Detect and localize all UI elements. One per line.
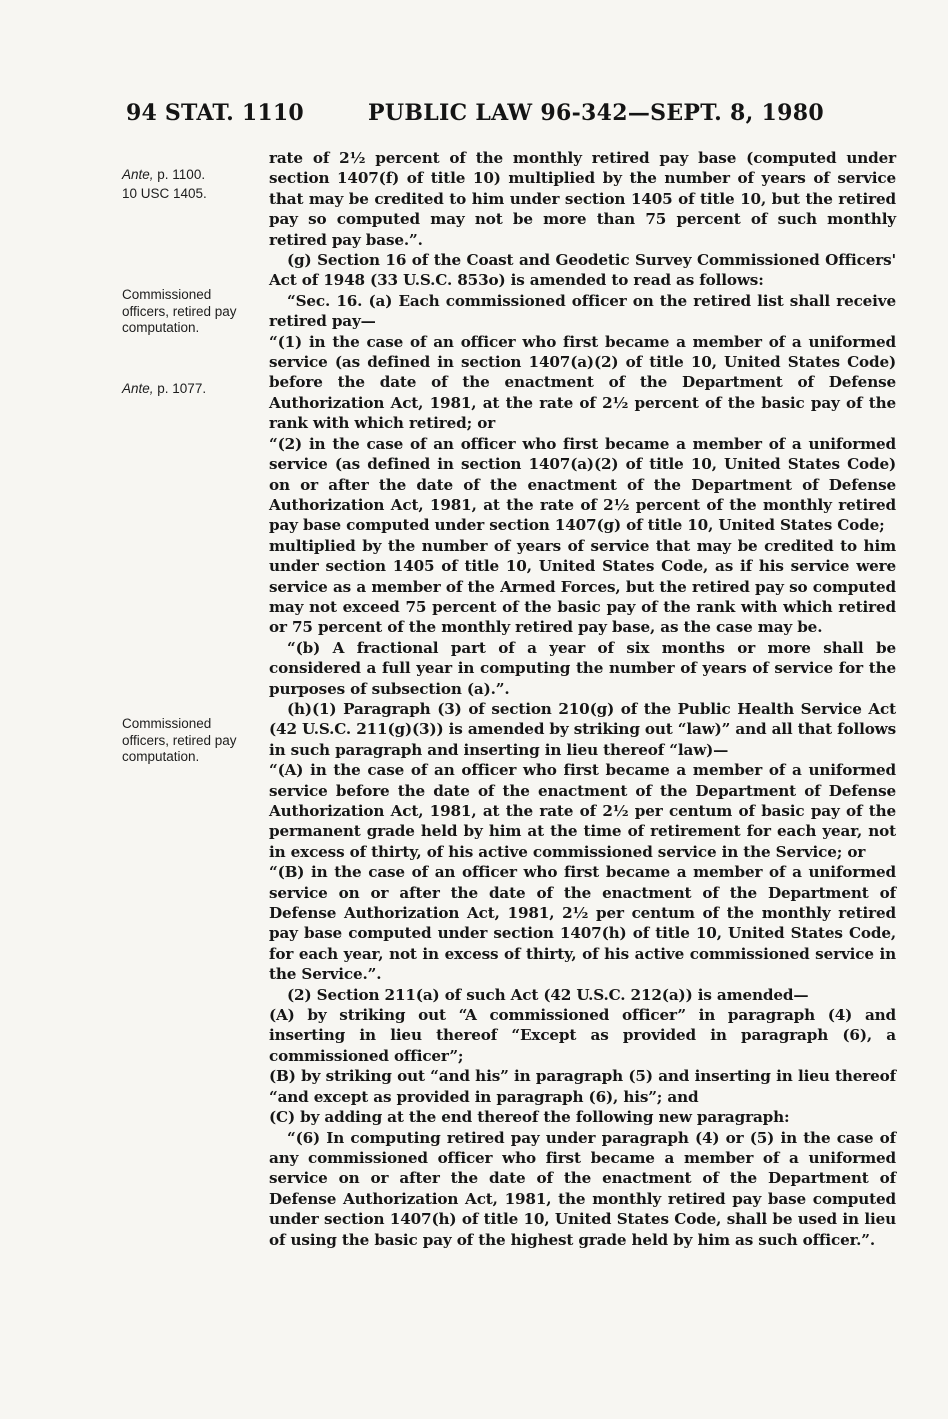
margin-note-ante-1077 [122, 381, 260, 398]
margin-note-text: p. 1077. [153, 381, 207, 396]
paragraph-text: “(1) in the case of an officer who first became a member of a uniformed service (as defined in section 1407(a)(2) of title 10, United States Code) before the date of the enactment of the Department of Defense Authorization Act, 1981, at the rate of 2½ percent of the basic pay of the rank with which retired; or [269, 332, 896, 433]
paragraph: (g) Section 16 of the Coast and Geodetic Survey Commissioned Officers' Act of 1948 (33 U.S.C. 853o) is amended to read as follows: [269, 251, 896, 290]
paragraph: “Sec. 16. (a) Each commissioned officer on the retired list shall receive retired pay— [269, 291, 896, 331]
margin-note-usc-1405: 10 USC 1405. [122, 186, 207, 201]
margin-note-commissioned-2: Commissioned officers, retired pay computation. [122, 716, 237, 764]
paragraph [269, 332, 896, 434]
paragraph: “(2) in the case of an officer who first became a member of a uniformed service (as defined in section 1407(a)(2) of title 10, United States Code) on or after the date of the enactment of the Department of Defense Authorization Act, 1981, at the rate of 2½ percent of the monthly retired pay base computed under section 1407(g) of title 10, United States Code; [269, 434, 896, 535]
margin-note-text: p. 1100. [153, 167, 206, 182]
paragraph: (A) by striking out “A commissioned officer” in paragraph (4) and inserting in lieu thereof “Except as provided in paragraph (6), a commissioned officer”; [269, 1006, 896, 1065]
paragraph: “(6) In computing retired pay under paragraph (4) or (5) in the case of any commissioned officer who first became a member of a uniformed service on or after the date of the enactment of the Department of Defense Authorization Act, 1981, the monthly retired pay base computed under section 1407(h) of title 10, United States Code, shall be used in lieu of using the basic pay of the highest grade held by him as such officer.”. [269, 1128, 896, 1249]
margin-note-italic: Ante, [122, 167, 154, 182]
running-head-title: PUBLIC LAW 96-342—SEPT. 8, 1980 [368, 100, 824, 126]
paragraph: “(b) A fractional part of a year of six months or more shall be considered a full year in computing the number of years of service for the purposes of subsection (a).”. [269, 638, 896, 698]
running-head-page-number: 94 STAT. 1110 [126, 100, 304, 126]
paragraph: “(B) in the case of an officer who first became a member of a uniformed service on or after the date of the enactment of the Department of Defense Authorization Act, 1981, 2½ per centum of the monthly retired pay base computed under section 1407(h) of title 10, United States Code, for each year, not in excess of thirty, of his active commissioned service in the Service.”. [269, 863, 896, 984]
margin-note-ante-1100 [122, 167, 260, 184]
paragraph: (2) Section 211(a) of such Act (42 U.S.C. 212(a)) is amended— [287, 985, 809, 1004]
statute-text [269, 148, 896, 1250]
paragraph: (B) by striking out “and his” in paragraph (5) and inserting in lieu thereof “and except as provided in paragraph (6), his”; and [269, 1067, 896, 1106]
margin-note-italic: Ante, [122, 381, 154, 396]
paragraph: (h)(1) Paragraph (3) of section 210(g) of the Public Health Service Act (42 U.S.C. 211(g)(3)) is amended by striking out “law)” and all that follows in such paragraph and inserting in lieu thereof “law)— [269, 699, 897, 759]
paragraph: rate of 2½ percent of the monthly retired pay base (computed under section 1407(f) of title 10) multiplied by the number of years of service that may be credited to him under section 1405 of title 10, but the retired pay so computed may not be more than 75 percent of such monthly retired pay base.”. [269, 149, 896, 249]
margin-note-commissioned-1: Commissioned officers, retired pay computation. [122, 287, 237, 335]
paragraph: “(A) in the case of an officer who first became a member of a uniformed service before the date of the enactment of the Department of Defense Authorization Act, 1981, at the rate of 2½ per centum of basic pay of the permanent grade held by him at the time of retirement for each year, not in excess of thirty, of his active commissioned service in the Service; or [269, 761, 896, 861]
paragraph: multiplied by the number of years of service that may be credited to him under section 1405 of title 10, United States Code, as if his service were service as a member of the Armed Forces, but the retired pay so computed may not exceed 75 percent of the basic pay of the rank with which retired or 75 percent of the monthly retired pay base, as the case may be. [269, 536, 896, 637]
paragraph: (C) by adding at the end thereof the following new paragraph: [269, 1108, 790, 1127]
